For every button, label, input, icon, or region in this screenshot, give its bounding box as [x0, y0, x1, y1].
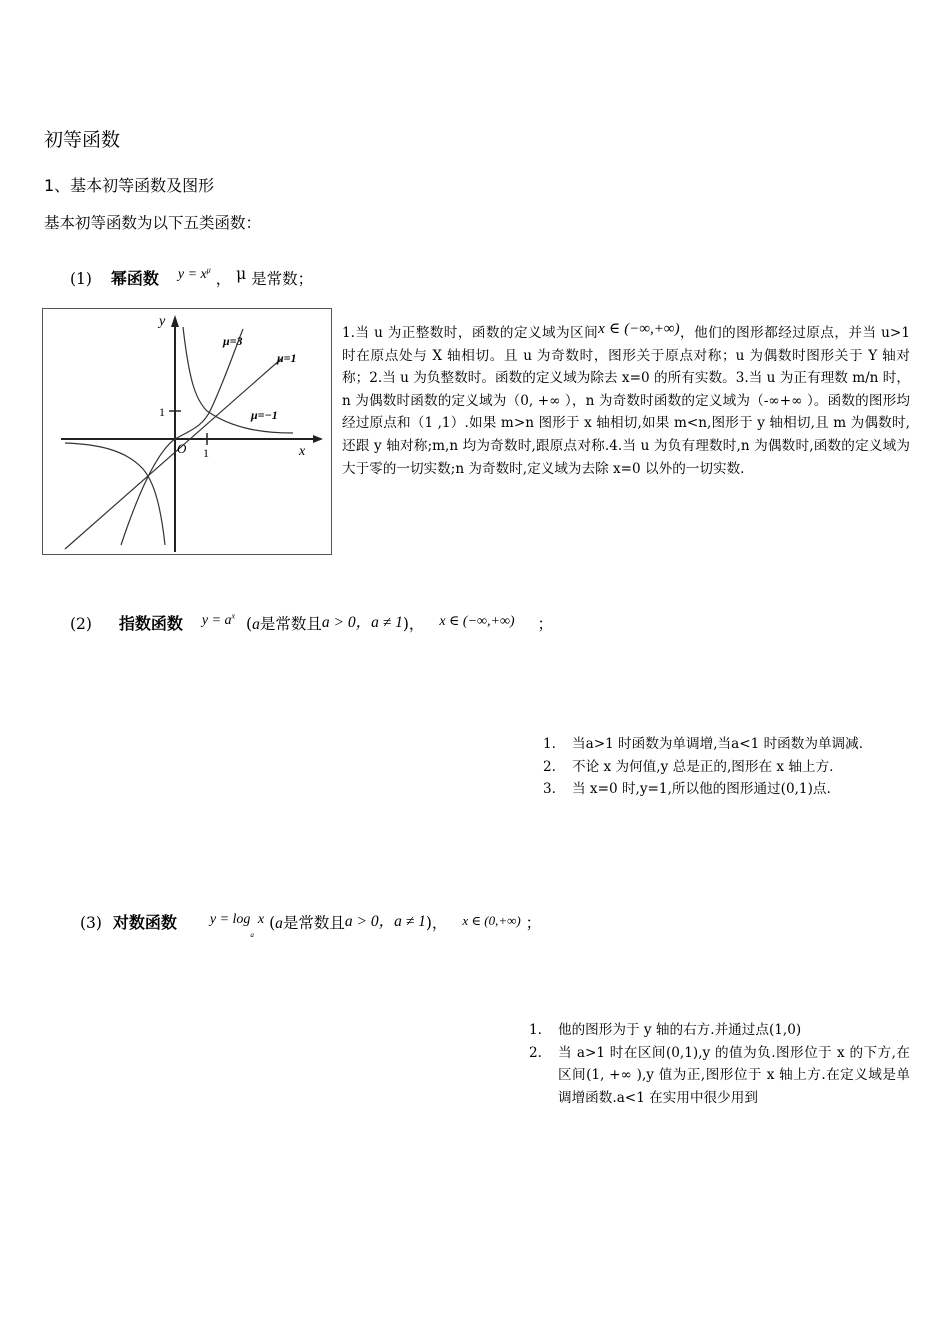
- power-function-row: [70, 266, 313, 289]
- log-number: (3): [80, 914, 102, 932]
- page-title: 初等函数: [44, 129, 121, 151]
- exp-end: ；: [537, 615, 554, 633]
- power-mu: μ: [236, 265, 247, 283]
- list-item: 3. 当 x=0 时,y=1,所以他的图形通过(0,1)点.: [543, 781, 831, 798]
- list-item: 2. 当 a>1 时在区间(0,1),y 的值为负.图形位于 x 的下方,在区间(1, +∞ ),y 值为正,图形位于 x 轴上方.在定义域是单调增函数.a<1 在实用中很少用到: [529, 1044, 910, 1107]
- log-function-row: (3) 对数函数 $y = \log_ax$ (a是常数且a > 0，a ≠ 1)， x ∈ (0,+∞) ；: [80, 912, 542, 939]
- power-formula: $y = x^\mu$: [177, 265, 211, 282]
- x-tick-label: 1: [203, 446, 209, 460]
- axis-y-label: y: [159, 314, 166, 329]
- list-item: 1. 他的图形为于 y 轴的右方.并通过点(1,0): [529, 1022, 802, 1038]
- power-comma: ，: [215, 270, 232, 288]
- exp-label: 指数函数: [118, 614, 183, 633]
- exp-formula: $y = a^x$: [201, 611, 236, 628]
- section-heading: 1、基本初等函数及图形: [44, 176, 215, 195]
- log-domain: x ∈ (0,+∞): [462, 913, 521, 928]
- y-axis-arrow: [171, 315, 179, 327]
- power-graph-svg: [43, 309, 331, 554]
- exponential-function-row: (2) 指数函数 $y = a^x$ (a是常数且a > 0，a ≠ 1)， x ∈ (−∞,+∞) ；: [70, 611, 554, 633]
- y-tick-label: 1: [159, 405, 165, 419]
- curve-label-mu-1: μ=1: [277, 351, 297, 365]
- exp-condition: a > 0，a ≠ 1: [321, 614, 403, 631]
- section-intro: 基本初等函数为以下五类函数：: [44, 214, 262, 232]
- power-function-graph: [42, 308, 332, 555]
- x-axis-arrow: [313, 435, 323, 443]
- log-label: 对数函数: [112, 913, 177, 932]
- power-number: (1): [70, 270, 92, 288]
- curve-mu-3: [121, 329, 243, 545]
- list-item: 2. 不论 x 为何值,y 总是正的,图形在 x 轴上方.: [543, 758, 834, 775]
- power-interval: x ∈ (−∞,+∞): [598, 321, 680, 337]
- exp-number: (2): [70, 615, 92, 633]
- log-formula: $y = \log_ax$: [209, 912, 265, 939]
- curve-mu-1: [65, 359, 281, 549]
- axis-x-label: x: [299, 444, 306, 459]
- list-item: 1. 当a>1 时函数为单调增,当a<1 时函数为单调减.: [543, 736, 864, 752]
- power-label: 幂函数: [110, 269, 159, 288]
- curve-mu-neg1-left: [65, 443, 165, 545]
- log-end: ；: [525, 914, 542, 932]
- power-description: 1.当 u 为正整数时，函数的定义域为区间x ∈ (−∞,+∞)，他们的图形都经过原点，并当 u>1 时在原点处与 X 轴相切。且 u 为奇数时，图形关于原点对称；u 为偶数时图形关于 Y 轴对称；2.当 u 为负整数时。函数的定义域为除去 x=0 的所有实数。3.当 u 为正有理数 m/n 时，n 为偶数时函数的定义域为（0, +∞ ），n 为奇数时函数的定义域为（-∞+∞ ）。函数的图形均经过原点和（1 ,1）.如果 m>n 图形于 x 轴相切,如果 m<n,图形于 y 轴相切,且 m 为偶数时,还跟 y 轴对称;m,n 均为奇数时,跟原点对称.4.当 u 为负有理数时,n 为偶数时,函数的定义域为大于零的一切实数;n 为奇数时,定义域为去除 x=0 以外的一切实数.: [342, 321, 910, 477]
- log-properties-list: [529, 1019, 910, 1110]
- curve-label-mu-neg1: μ=−1: [251, 408, 278, 422]
- log-condition: a > 0，a ≠ 1: [344, 913, 426, 930]
- origin-label: O: [177, 441, 187, 456]
- power-tail: 是常数；: [251, 270, 314, 288]
- exp-properties-list: [543, 733, 918, 801]
- exp-domain: x ∈ (−∞,+∞): [439, 614, 515, 629]
- curve-label-mu-3: μ=3: [223, 334, 243, 348]
